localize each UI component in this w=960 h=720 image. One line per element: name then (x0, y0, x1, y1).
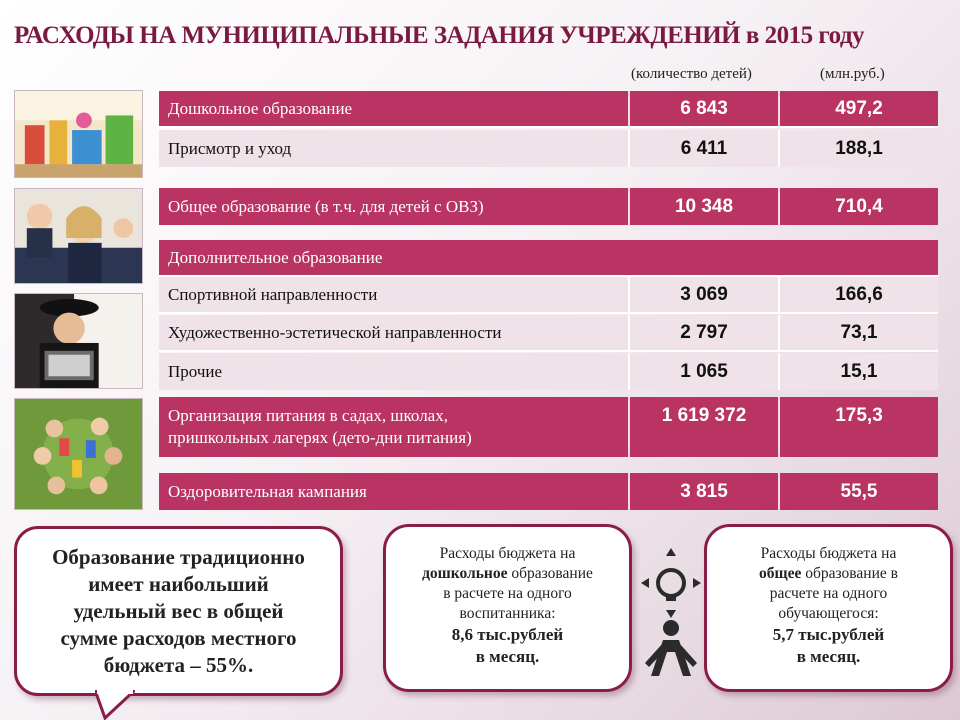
info-bold-word: общее (759, 565, 802, 582)
callout-line: имеет наибольший (88, 571, 269, 596)
thinking-person-icon (641, 548, 701, 678)
row-money: 55,5 (840, 480, 878, 502)
row-count: 10 348 (630, 188, 780, 225)
callout-line: бюджета – 55%. (103, 652, 254, 677)
info-line-rest: образование в (801, 565, 898, 582)
info-amount: 8,6 тыс.рублей (451, 625, 564, 644)
unit-money-label: (млн.руб.) (820, 66, 885, 82)
info-line (707, 564, 950, 584)
row-money: 15,1 (840, 360, 878, 382)
row-money: 73,1 (840, 321, 878, 343)
info-line (386, 564, 629, 584)
preschool-cost-box (383, 524, 632, 692)
callout-line: удельный вес в общей (73, 598, 284, 623)
row-money: 497,2 (835, 97, 883, 119)
accordion-student-photo (14, 293, 143, 389)
schoolchildren-photo (14, 188, 143, 284)
row-count: 3 069 (630, 277, 780, 312)
table-row (159, 315, 938, 352)
row-count: 1 065 (630, 353, 780, 390)
table-row (159, 397, 938, 457)
row-count: 1 619 372 (630, 397, 780, 457)
callout-line: сумме расходов местного (60, 625, 297, 650)
row-label: Спортивной направленности (159, 277, 630, 312)
general-cost-box (704, 524, 953, 692)
row-label: Художественно-эстетической направленности (159, 315, 630, 350)
row-count: 6 843 (630, 91, 780, 126)
info-line: Расходы бюджета на (439, 545, 576, 562)
info-line: обучающегося: (778, 605, 879, 622)
row-label-line: Организация питания в садах, школах, (168, 406, 448, 425)
row-count: 6 411 (630, 130, 780, 167)
info-line: воспитанника: (459, 605, 556, 622)
unit-count-label: (количество детей) (631, 66, 752, 82)
info-line: расчете на одного (769, 585, 888, 602)
row-label: Присмотр и уход (159, 130, 630, 167)
table-row (159, 353, 938, 390)
info-amount: 5,7 тыс.рублей (772, 625, 885, 644)
table-row (159, 277, 938, 314)
info-line: Расходы бюджета на (760, 545, 897, 562)
info-bold-word: дошкольное (422, 565, 508, 582)
row-label: Дополнительное образование (168, 247, 383, 267)
education-share-callout (14, 526, 343, 696)
row-money: 175,3 (835, 405, 883, 426)
row-money: 710,4 (835, 195, 883, 217)
row-label (159, 397, 630, 457)
info-period: в месяц. (475, 647, 540, 666)
row-money: 188,1 (835, 137, 883, 159)
row-label: Общее образование (в т.ч. для детей с ОВЗ) (159, 188, 630, 225)
table-row (159, 473, 938, 510)
info-period: в месяц. (796, 647, 861, 666)
row-label: Оздоровительная кампания (159, 473, 630, 510)
row-label: Дошкольное образование (159, 91, 630, 126)
table-row (159, 130, 938, 167)
table-row (159, 91, 938, 128)
row-count: 2 797 (630, 315, 780, 350)
row-label-line: пришкольных лагерях (дето-дни питания) (168, 428, 472, 447)
kindergarten-photo (14, 90, 143, 178)
info-line: в расчете на одного (443, 585, 572, 602)
callout-tail (95, 690, 135, 720)
page-title: РАСХОДЫ НА МУНИЦИПАЛЬНЫЕ ЗАДАНИЯ УЧРЕЖДЕНИЙ в 2015 году (14, 22, 865, 49)
info-line-rest: образование (507, 565, 593, 582)
row-label: Прочие (159, 353, 630, 390)
row-count: 3 815 (630, 473, 780, 510)
table-section-header (159, 240, 938, 277)
table-row (159, 188, 938, 225)
row-money: 166,6 (835, 283, 883, 305)
children-circle-photo (14, 398, 143, 510)
callout-line: Образование традиционно (52, 544, 305, 569)
